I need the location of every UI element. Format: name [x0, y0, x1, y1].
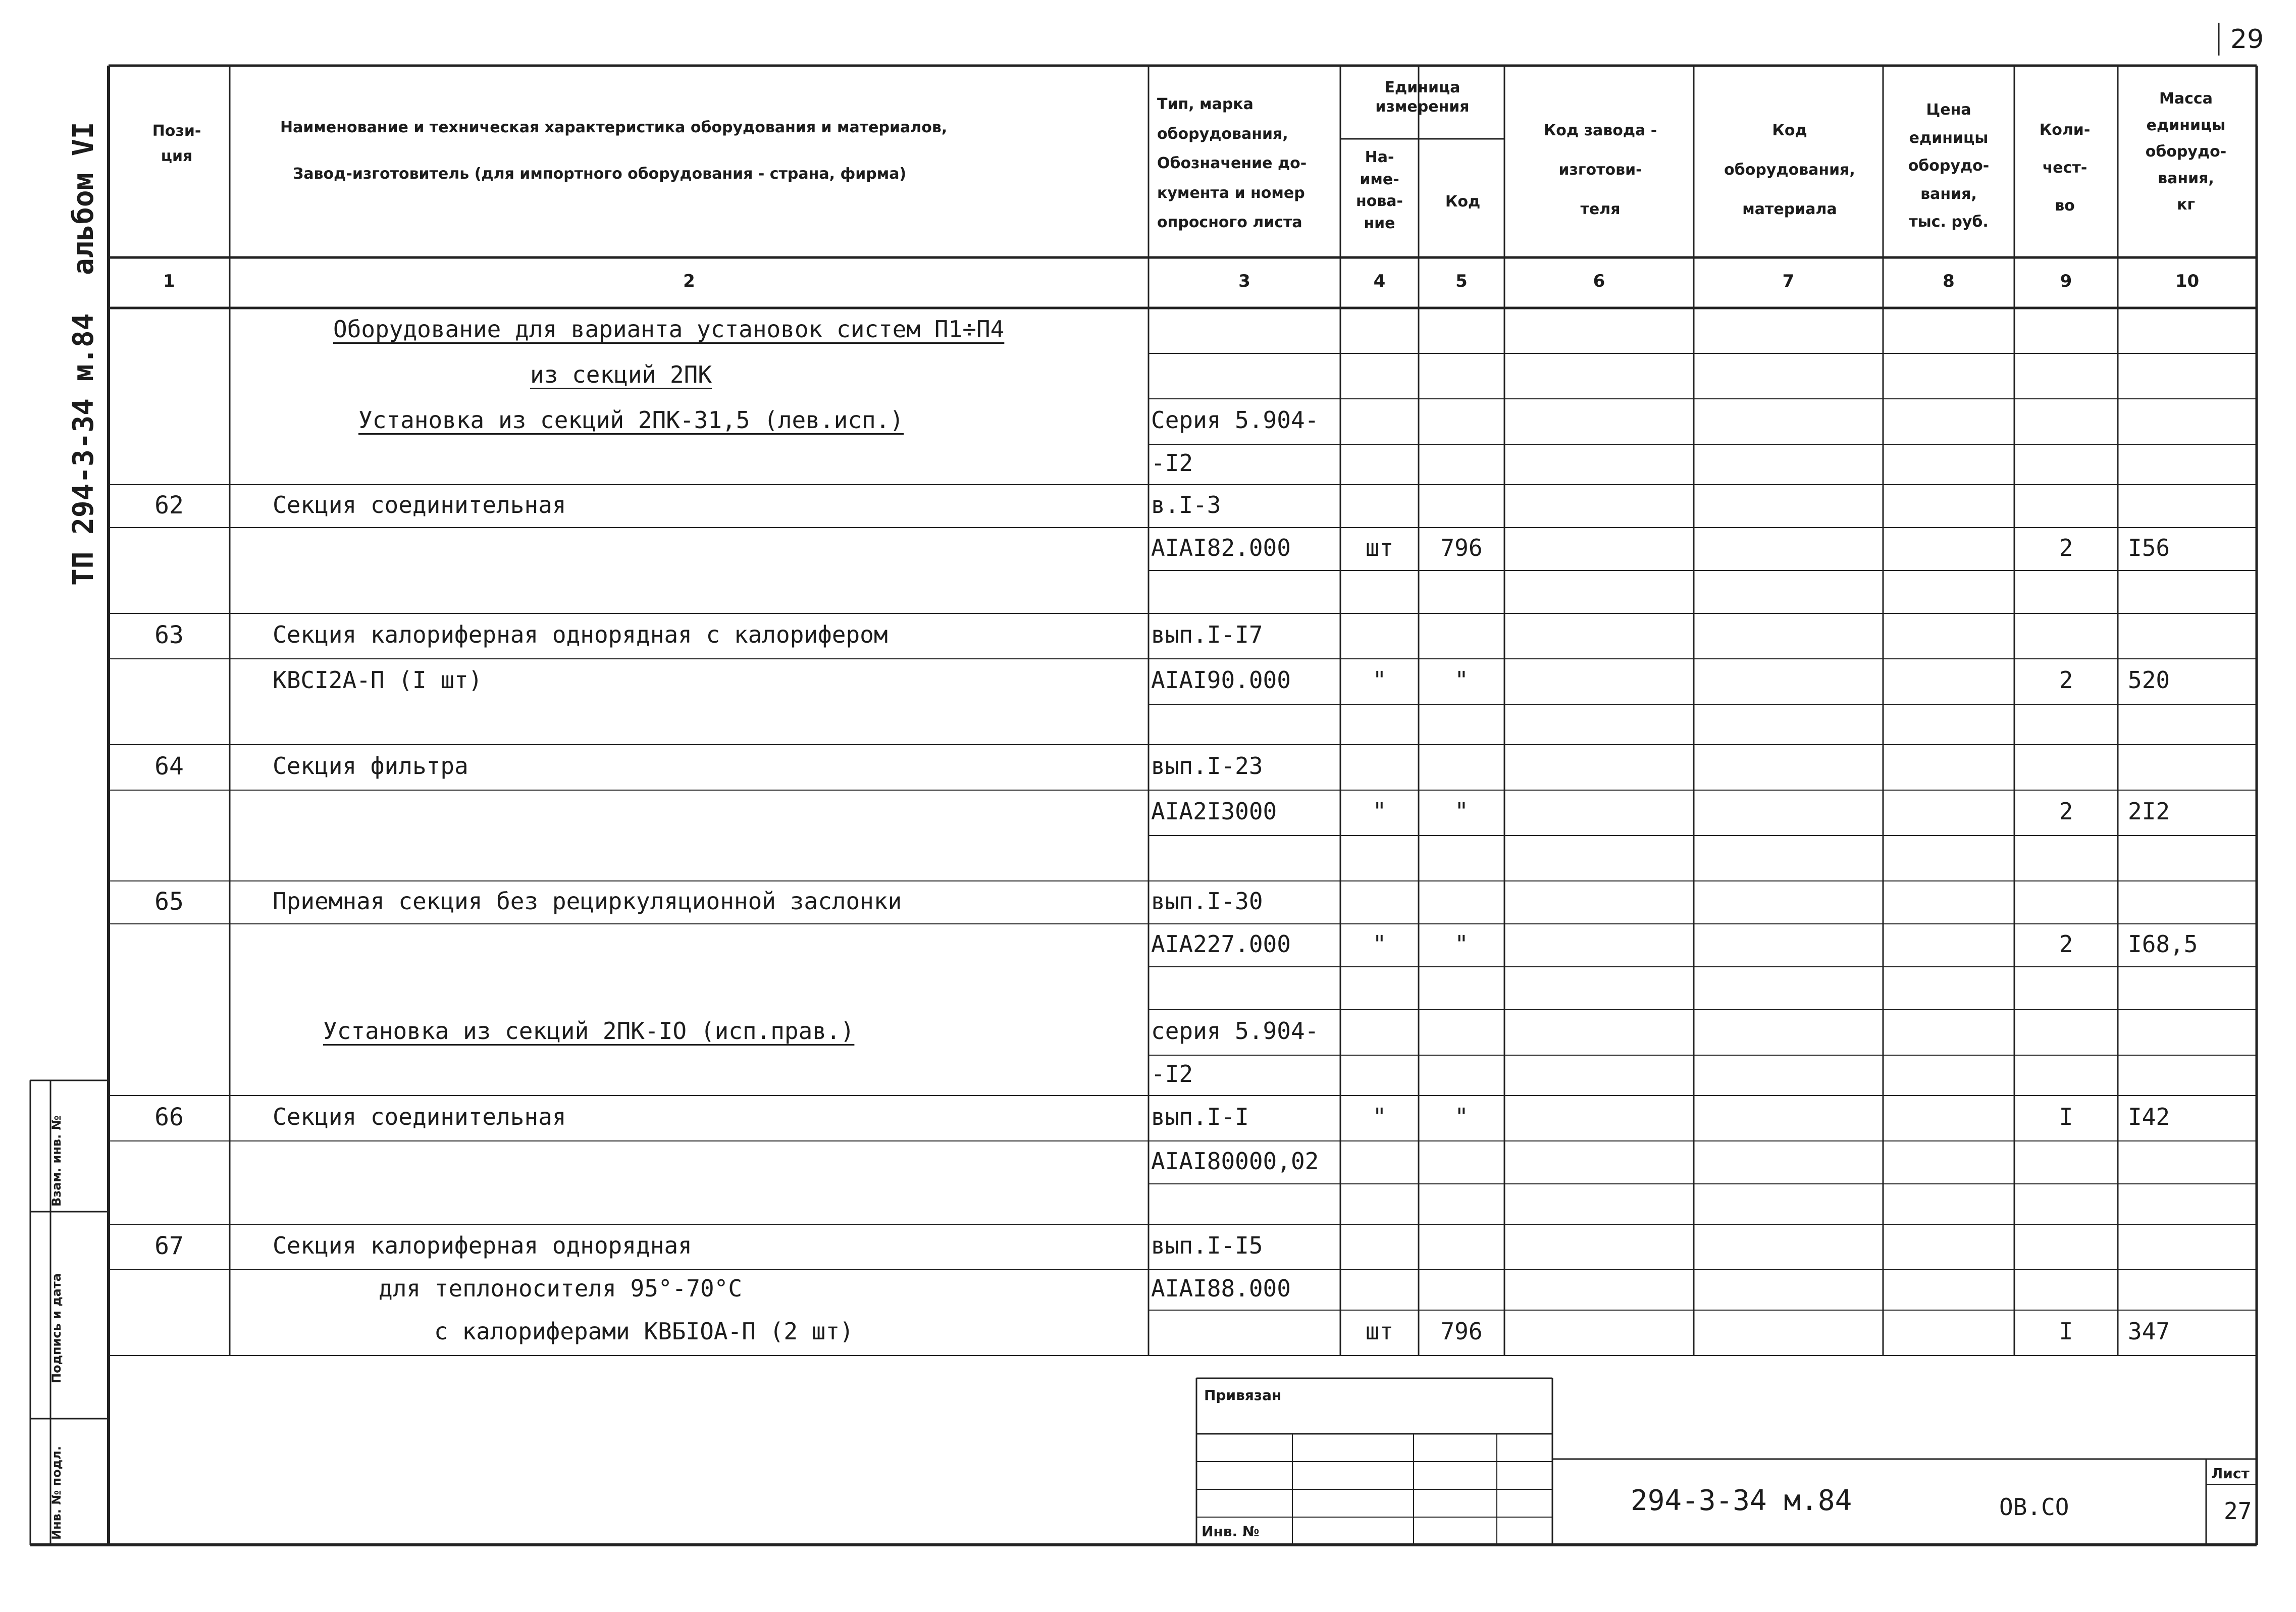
row-name-cell: Оборудование для варианта установок систем П1÷П4: [333, 316, 1005, 343]
row-type-cell: вып.I-30: [1151, 887, 1263, 915]
row-type-cell: -I2: [1151, 1060, 1193, 1087]
row-mass-cell: I68,5: [2128, 930, 2198, 958]
row-name-cell: Секция фильтра: [273, 752, 468, 779]
header-unit-name: На- име- нова- ние: [1355, 148, 1403, 232]
row-unit-cell: ": [1372, 1103, 1387, 1130]
side-album-label: альбом VI: [67, 122, 100, 275]
header-quantity: Коли- чест- во: [2039, 121, 2091, 215]
column-number: 6: [1593, 271, 1605, 291]
row-type-cell: серия 5.904-: [1151, 1017, 1319, 1045]
stamp-sheet-label: Лист: [2211, 1465, 2250, 1482]
side-field-podpis: Подпись и дата: [49, 1273, 64, 1383]
stamp-inv-no: Инв. №: [1202, 1523, 1260, 1540]
row-unit-cell: ": [1372, 930, 1387, 958]
row-pos-cell: 67: [154, 1232, 184, 1260]
header-name-line2: Завод-изготовитель (для импортного оборудования - страна, фирма): [293, 165, 907, 183]
stamp-document-mark: ОВ.СО: [1999, 1493, 2069, 1521]
row-code-cell: 796: [1440, 1318, 1483, 1345]
column-number: 1: [163, 271, 175, 291]
row-name-cell: Установка из секций 2ПК-31,5 (лев.исп.): [358, 406, 904, 434]
row-type-cell: AIAI82.000: [1151, 534, 1291, 561]
column-number: 2: [683, 271, 695, 291]
side-document-code: ТП 294-3-34 м.84: [67, 313, 100, 586]
row-pos-cell: 63: [154, 621, 184, 649]
header-unit-mass: Масса единицы оборудо- вания, кг: [2145, 90, 2227, 214]
row-unit-cell: шт: [1365, 534, 1394, 561]
row-name-cell: Приемная секция без рециркуляционной заслонки: [273, 887, 902, 915]
row-qty-cell: 2: [2059, 534, 2073, 561]
row-mass-cell: 2I2: [2128, 798, 2170, 825]
row-type-cell: AIAI80000,02: [1151, 1147, 1319, 1175]
stamp-privyazan: Привязан: [1204, 1387, 1282, 1403]
row-name-cell: из секций 2ПК: [530, 361, 712, 388]
row-mass-cell: I56: [2128, 534, 2170, 561]
header-unit-group: Единица измерения: [1375, 79, 1470, 116]
row-pos-cell: 65: [154, 887, 184, 916]
row-qty-cell: 2: [2059, 666, 2073, 694]
row-pos-cell: 62: [154, 491, 184, 519]
header-plant-code: Код завода - изготови- теля: [1543, 122, 1657, 218]
side-field-vzam: Взам. инв. №: [49, 1115, 64, 1207]
row-type-cell: AIA227.000: [1151, 930, 1291, 958]
row-qty-cell: I: [2059, 1318, 2073, 1345]
row-pos-cell: 64: [154, 752, 184, 781]
row-unit-cell: ": [1372, 666, 1387, 694]
row-pos-cell: 66: [154, 1103, 184, 1131]
row-code-cell: ": [1454, 930, 1469, 958]
header-name-line1: Наименование и техническая характеристика оборудования и материалов,: [280, 119, 948, 136]
row-qty-cell: I: [2059, 1103, 2073, 1130]
row-name-cell: Установка из секций 2ПК-IO (исп.прав.): [323, 1017, 855, 1045]
row-type-cell: вып.I-I: [1151, 1103, 1249, 1130]
column-number: 3: [1238, 271, 1250, 291]
row-name-cell: для теплоносителя 95°-70°C: [379, 1275, 743, 1302]
row-mass-cell: I42: [2128, 1103, 2170, 1130]
row-name-cell: Секция калориферная однорядная: [273, 1232, 692, 1259]
row-code-cell: ": [1454, 798, 1469, 825]
column-number: 8: [1943, 271, 1955, 291]
row-type-cell: -I2: [1151, 449, 1193, 477]
row-qty-cell: 2: [2059, 930, 2073, 958]
column-number: 10: [2175, 271, 2200, 291]
row-type-cell: в.I-3: [1151, 491, 1221, 518]
row-name-cell: Секция соединительная: [273, 491, 566, 518]
row-unit-cell: шт: [1365, 1318, 1394, 1345]
row-name-cell: Секция соединительная: [273, 1103, 566, 1130]
row-type-cell: AIA2I3000: [1151, 798, 1277, 825]
header-position: Пози- ция: [152, 122, 201, 165]
row-mass-cell: 347: [2128, 1318, 2170, 1345]
header-unit-code: Код: [1445, 193, 1481, 211]
row-type-cell: AIAI90.000: [1151, 666, 1291, 694]
column-number: 7: [1782, 271, 1795, 291]
row-name-cell: с калориферами КВБIOA-П (2 шт): [434, 1318, 854, 1345]
side-field-inv-podl: Инв. № подл.: [49, 1446, 64, 1540]
page-number: 29: [2230, 24, 2264, 55]
column-number: 4: [1373, 271, 1386, 291]
stamp-sheet-number: 27: [2224, 1497, 2252, 1525]
row-type-cell: вып.I-23: [1151, 752, 1263, 779]
header-equipment-code: Код оборудования, материала: [1724, 122, 1855, 218]
row-type-cell: вып.I-I7: [1151, 621, 1263, 648]
row-code-cell: 796: [1440, 534, 1483, 561]
row-type-cell: AIAI88.000: [1151, 1275, 1291, 1302]
column-number: 5: [1455, 271, 1468, 291]
row-name-cell: Секция калориферная однорядная с калорифером: [273, 621, 888, 648]
row-name-cell: КВСI2А-П (I шт): [273, 666, 483, 694]
row-qty-cell: 2: [2059, 798, 2073, 825]
header-type: Тип, марка оборудования, Обозначение до- кумента и номер опросного листа: [1157, 95, 1307, 231]
header-unit-price: Цена единицы оборудо- вания, тыс. руб.: [1908, 101, 1990, 231]
row-code-cell: ": [1454, 666, 1469, 694]
stamp-document-code: 294-3-34 м.84: [1631, 1484, 1852, 1517]
row-type-cell: вып.I-I5: [1151, 1232, 1263, 1259]
row-type-cell: Серия 5.904-: [1151, 406, 1319, 434]
row-mass-cell: 520: [2128, 666, 2170, 694]
row-code-cell: ": [1454, 1103, 1469, 1130]
row-unit-cell: ": [1372, 798, 1387, 825]
column-number: 9: [2060, 271, 2072, 291]
